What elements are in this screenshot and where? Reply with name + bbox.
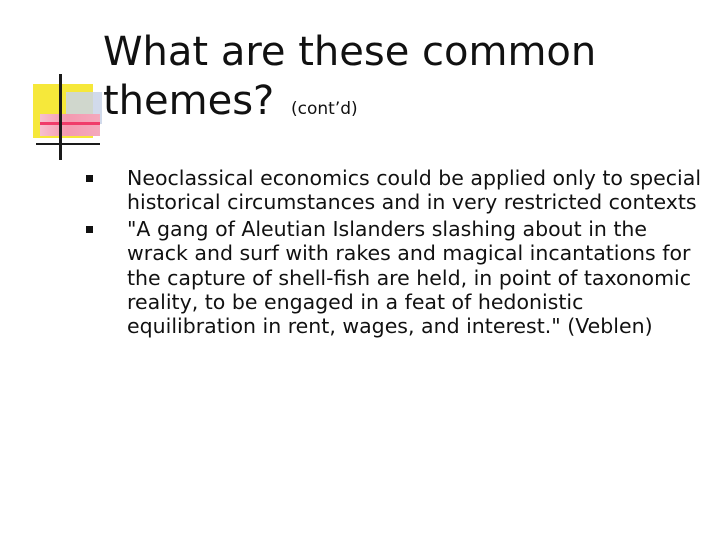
bullet-list	[86, 166, 701, 341]
bullet-text: Neoclassical economics could be applied only to special historical circumstances and in very restricted contexts	[127, 166, 702, 215]
bullet-item	[86, 217, 701, 339]
square-bullet-icon	[86, 226, 93, 233]
decoration-red-line	[40, 122, 100, 125]
slide-title	[103, 28, 703, 134]
slide-title-text: What are these common themes?	[103, 29, 597, 124]
decoration-horizontal-line	[36, 143, 100, 145]
decoration-pink-bar	[40, 114, 100, 136]
bullet-item	[86, 166, 701, 215]
decoration-vertical-line	[59, 74, 62, 160]
slide-title-subtitle: (cont’d)	[291, 99, 358, 119]
bullet-text: "A gang of Aleutian Islanders slashing about in the wrack and surf with rakes and magical incantations for the capture of shell-fish are held, in point of taxonomic reality, to be engaged in a feat of hedonistic equilibration in rent, wages, and interest." (Veblen)	[127, 216, 692, 339]
square-bullet-icon	[86, 175, 93, 182]
